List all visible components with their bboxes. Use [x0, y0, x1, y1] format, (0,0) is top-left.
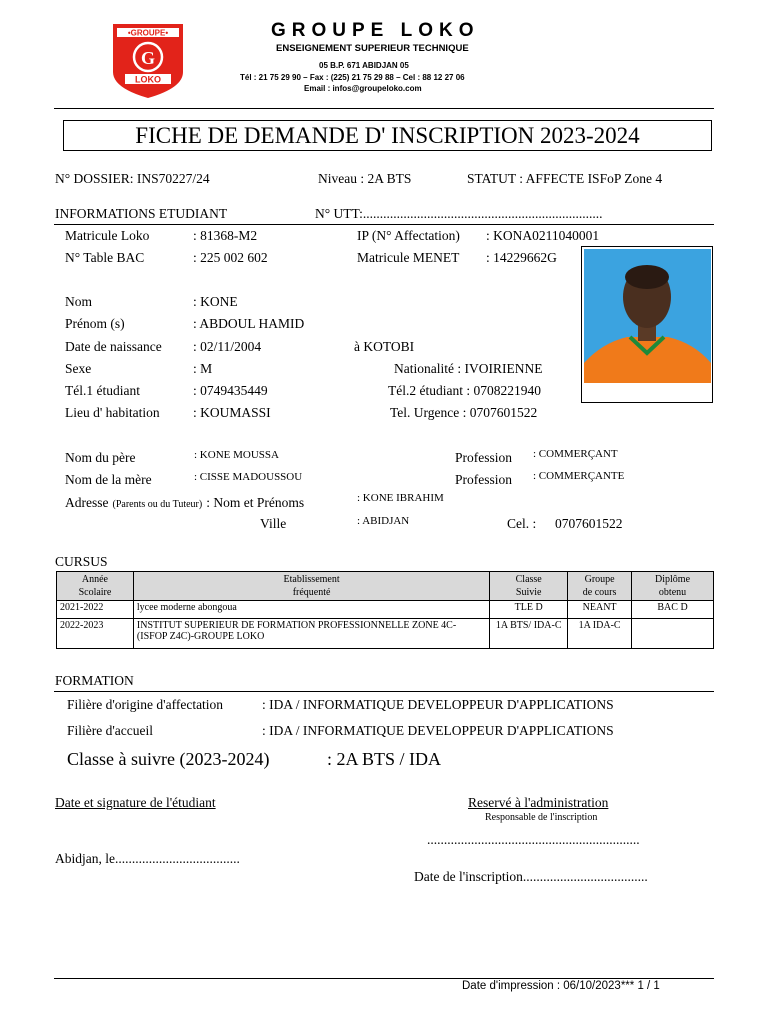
page-title: FICHE DE DEMANDE D' INSCRIPTION 2023-2024 [63, 120, 712, 151]
info-divider [54, 224, 714, 225]
tel1-label: Tél.1 étudiant [65, 383, 140, 398]
tuteur-value: : KONE IBRAHIM [357, 492, 444, 504]
cell-groupe: 1A IDA-C [568, 619, 632, 649]
ville-label: Ville [260, 516, 287, 531]
pere-label: Nom du père [65, 450, 136, 465]
naissance-label: Date de naissance [65, 339, 162, 354]
cursus-heading: CURSUS [55, 554, 108, 569]
svg-text:LOKO: LOKO [135, 74, 161, 85]
header-diplome-text: Diplôme obtenu [655, 574, 691, 598]
urgence: Tel. Urgence : 0707601522 [390, 405, 538, 420]
cell-classe: 1A BTS/ IDA-C [490, 619, 568, 649]
sexe-label: Sexe [65, 361, 92, 376]
matricule-loko-label: Matricule Loko [65, 228, 150, 243]
cell-etablissement: lycee moderne abongoua [133, 601, 489, 619]
matricule-loko-value: : 81368-M2 [193, 228, 258, 243]
nom-value: : KONE [193, 294, 238, 309]
responsable-inscription: Responsable de l'inscription [485, 812, 598, 823]
filiere-origine-value: : IDA / INFORMATIQUE DEVELOPPEUR D'APPLICATIONS [262, 697, 614, 712]
statut: STATUT : AFFECTE ISFoP Zone 4 [467, 171, 663, 186]
adresse-label: Adresse [65, 495, 109, 510]
cell-annee: 2022-2023 [57, 619, 134, 649]
admin-reserve: Reservé à l'administration [468, 795, 609, 810]
lieu-naissance: à KOTOBI [354, 339, 415, 354]
footer-divider [54, 978, 714, 979]
abidjan-date: Abidjan, le..................................... [55, 851, 240, 866]
sexe-value: : M [193, 361, 213, 376]
dossier-number: N° DOSSIER: INS70227/24 [55, 171, 210, 186]
header-annee-text: Année Scolaire [78, 574, 112, 598]
cell-annee: 2021-2022 [57, 601, 134, 619]
cel-value: 0707601522 [555, 516, 623, 531]
groupe-loko-logo [111, 22, 185, 100]
cell-etablissement: INSTITUT SUPERIEUR DE FORMATION PROFESSIONNELLE ZONE 4C-(ISFOP Z4C)-GROUPE LOKO [133, 619, 489, 649]
habitation-label: Lieu d' habitation [65, 405, 160, 420]
cell-diplome: BAC D [632, 601, 714, 619]
brand-phones: Tél : 21 75 29 90 – Fax : (225) 21 75 29 88 – Cel : 88 12 27 06 [240, 73, 465, 82]
header-groupe [568, 572, 632, 601]
header-groupe-text: Groupe de cours [582, 574, 617, 598]
header-annee [57, 572, 134, 601]
header-etablissement [133, 572, 489, 601]
header-classe [490, 572, 568, 601]
svg-text:G: G [140, 48, 156, 68]
mere-value: : CISSE MADOUSSOU [194, 471, 303, 483]
formation-heading: FORMATION [55, 673, 134, 688]
header-divider [54, 108, 714, 109]
naissance-value: : 02/11/2004 [193, 339, 262, 354]
header-diplome [632, 572, 714, 601]
brand-address: 05 B.P. 671 ABIDJAN 05 [319, 61, 409, 70]
pere-profession-label: Profession [455, 450, 512, 465]
classe-value: : 2A BTS / IDA [327, 749, 442, 769]
mere-profession-value: : COMMERÇANTE [533, 470, 625, 482]
filiere-origine-label: Filière d'origine d'affectation [67, 697, 224, 712]
menet-value: : 14229662G [486, 250, 557, 265]
cell-groupe: NEANT [568, 601, 632, 619]
prenom-value: : ABDOUL HAMID [193, 316, 305, 331]
cel-label: Cel. : [507, 516, 537, 531]
pere-profession-value: : COMMERÇANT [533, 448, 618, 460]
tel1-value: : 0749435449 [193, 383, 268, 398]
ip-value: : KONA0211040001 [486, 228, 600, 243]
prenom-label: Prénom (s) [65, 316, 125, 331]
niveau: Niveau : 2A BTS [318, 171, 412, 186]
date-inscription: Date de l'inscription..................................... [414, 869, 648, 884]
filiere-accueil-value: : IDA / INFORMATIQUE DEVELOPPEUR D'APPLICATIONS [262, 723, 614, 738]
filiere-accueil-label: Filière d'accueil [67, 723, 154, 738]
header-classe-text: Classe Suivie [515, 574, 542, 598]
pere-value: : KONE MOUSSA [194, 449, 279, 461]
utt-number: N° UTT:....................................................................... [315, 206, 603, 221]
nationalite: Nationalité : IVOIRIENNE [394, 361, 543, 376]
mere-label: Nom de la mère [65, 472, 152, 487]
svg-text:•GROUPE•: •GROUPE• [127, 28, 169, 38]
responsable-dots: ............................................................... [427, 832, 640, 847]
cursus-header-row [57, 572, 714, 601]
adresse-row [65, 494, 304, 512]
habitation-value: : KOUMASSI [193, 405, 271, 420]
header-etablissement-text: Etablissement fréquenté [283, 574, 340, 598]
ville-value: : ABIDJAN [357, 515, 410, 527]
student-photo [581, 246, 713, 403]
table-row [57, 619, 714, 649]
info-heading: INFORMATIONS ETUDIANT [55, 206, 228, 221]
print-date: Date d'impression : 06/10/2023*** 1 / 1 [462, 980, 660, 992]
mere-profession-label: Profession [455, 472, 512, 487]
classe-label: Classe à suivre (2023-2024) [67, 749, 270, 769]
tel2: Tél.2 étudiant : 0708221940 [388, 383, 541, 398]
nom-prenoms-label: : Nom et Prénoms [206, 495, 305, 510]
menet-label: Matricule MENET [357, 250, 460, 265]
table-bac-value: : 225 002 602 [193, 250, 268, 265]
cell-classe: TLE D [490, 601, 568, 619]
signature-etudiant: Date et signature de l'étudiant [55, 795, 216, 810]
nom-label: Nom [65, 294, 92, 309]
adresse-sub: (Parents ou du Tuteur) [112, 499, 203, 510]
brand-name: GROUPE LOKO [271, 20, 480, 41]
cursus-table [56, 571, 714, 649]
table-bac-label: N° Table BAC [65, 250, 145, 265]
table-row [57, 601, 714, 619]
brand-email: Email : infos@groupeloko.com [304, 84, 422, 93]
formation-divider [54, 691, 714, 692]
cell-diplome [632, 619, 714, 649]
brand-subtitle: ENSEIGNEMENT SUPERIEUR TECHNIQUE [276, 43, 469, 54]
ip-label: IP (N° Affectation) [357, 228, 460, 243]
